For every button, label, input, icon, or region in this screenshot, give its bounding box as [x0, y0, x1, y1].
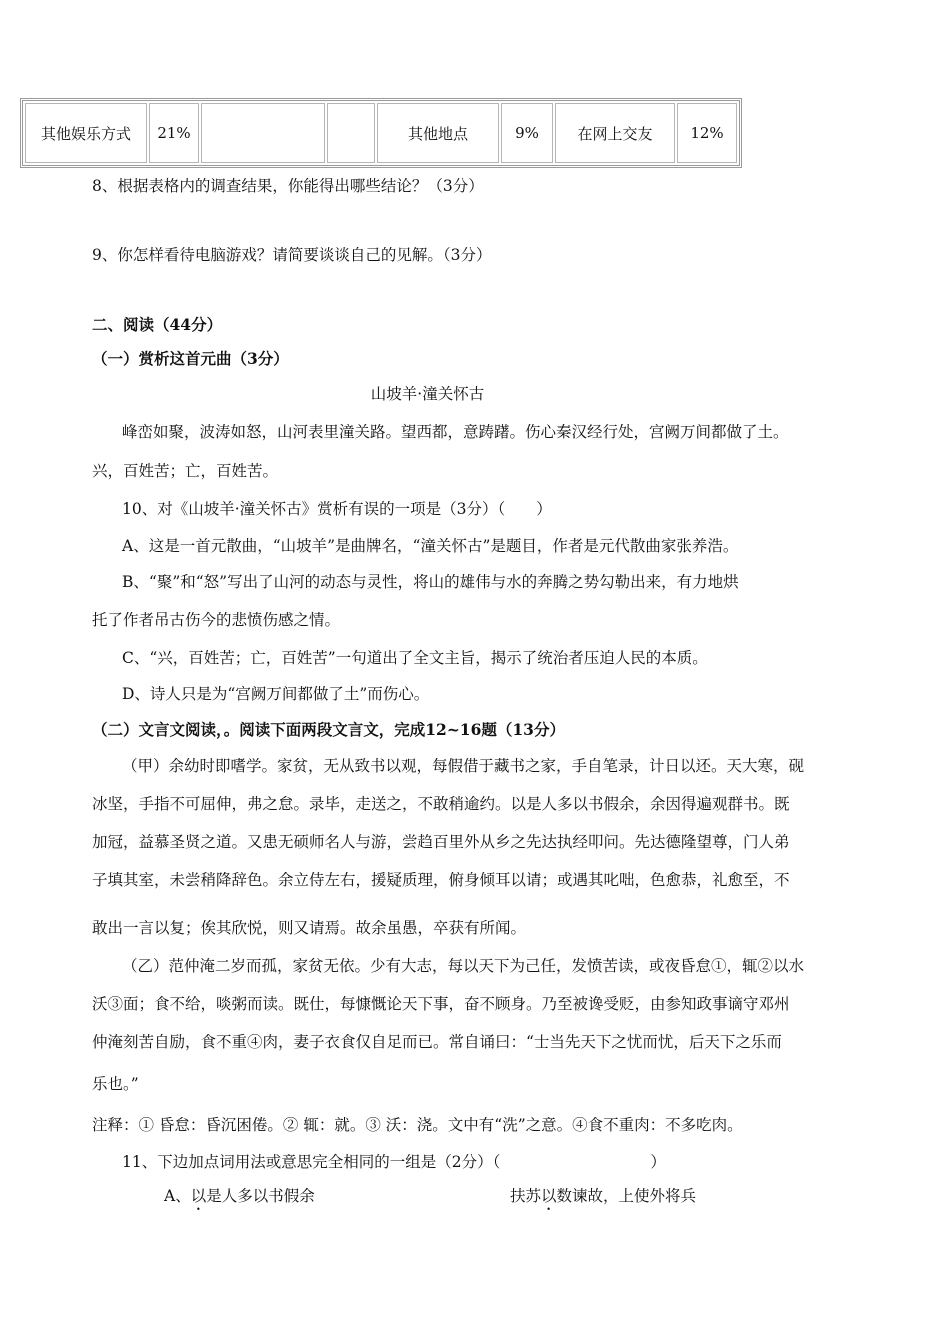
option-a	[164, 1184, 315, 1214]
passage-jia: 加冠，益慕圣贤之道。又患无硕师名人与游，尝趋百里外从乡之先达执经叩问。先达德隆望尊，门人弟	[92, 833, 790, 851]
section-heading: 二、阅读（44分）	[92, 315, 223, 334]
option-b-cont: 托了作者吊古伤今的悲愤伤感之情。	[92, 611, 341, 629]
passage-jia: 敢出一言以复；俟其欣悦，则又请焉。故余虽愚，卒获有所闻。	[92, 919, 527, 937]
option-c: C、“兴，百姓苦；亡，百姓苦”一句道出了全文主旨，揭示了统治者压迫人民的本质。	[122, 649, 708, 667]
dotted-word: 以	[190, 1187, 207, 1205]
table-cell: 9%	[501, 103, 553, 163]
passage-yi: 乐也。”	[92, 1075, 139, 1093]
passage-jia: 子填其室，未尝稍降辞色。余立侍左右，援疑质理，俯身倾耳以请；或遇其叱咄，色愈恭，礼愈至，不	[92, 871, 790, 889]
passage-jia: 冰坚，手指不可屈伸，弗之怠。录毕，走送之，不敢稍逾约。以是人多以书假余，余因得遍观群书。既	[92, 795, 790, 813]
passage-yi: 沃③面；食不给，啖粥而读。既仕，每慷慨论天下事，奋不顾身。乃至被谗受贬，由参知政事谪守邓州	[92, 995, 790, 1013]
table-cell: 21%	[149, 103, 199, 163]
option-a-pair	[510, 1184, 696, 1214]
table-cell: 在网上交友	[555, 103, 675, 163]
option-label: A、	[164, 1187, 191, 1205]
poem-title: 山坡羊·潼关怀古	[370, 385, 485, 403]
table-cell	[201, 103, 325, 163]
poem-line: 兴，百姓苦；亡，百姓苦。	[92, 462, 279, 480]
option-text: 扶苏	[510, 1187, 542, 1205]
table-cell: 12%	[677, 103, 737, 163]
option-b: B、“聚”和“怒”写出了山河的动态与灵性，将山的雄伟与水的奔腾之势勾勒出来，有力地烘	[122, 573, 739, 591]
table-cell: 其他地点	[377, 103, 499, 163]
option-d: D、诗人只是为“宫阙万间都做了土”而伤心。	[122, 685, 430, 703]
table-row	[25, 103, 737, 163]
question-9: 9、你怎样看待电脑游戏？请简要谈谈自己的见解。（3分）	[92, 246, 492, 264]
passage-jia: （甲）余幼时即嗜学。家贫，无从致书以观，每假借于藏书之家，手自笔录，计日以还。天大寒，砚	[122, 757, 805, 775]
passage-yi: 仲淹刻苦自励，食不重④肉，妻子衣食仅自足而已。常自诵曰：“士当先天下之忧而忧，后天下之乐而	[92, 1033, 782, 1051]
subsection-heading: （一）赏析这首元曲（3分）	[92, 349, 289, 368]
option-text: 数谏故，上使外将兵	[556, 1187, 697, 1205]
notes: 注释：① 昏怠：昏沉困倦。② 辄：就。③ 沃：浇。文中有“洗”之意。④食不重肉：不多吃肉。	[92, 1116, 743, 1134]
question-11-close: ）	[650, 1153, 666, 1171]
dotted-word: 以	[541, 1187, 557, 1205]
table-cell	[327, 103, 375, 163]
passage-yi: （乙）范仲淹二岁而孤，家贫无依。少有大志，每以天下为己任，发愤苦读，或夜昏怠①，辄②以水	[122, 957, 805, 975]
option-a: A、这是一首元散曲，“山坡羊”是曲牌名，“潼关怀古”是题目，作者是元代散曲家张养浩。	[122, 537, 739, 555]
table-cell: 其他娱乐方式	[25, 103, 147, 163]
survey-table	[20, 98, 742, 168]
poem-line: 峰峦如聚，波涛如怒，山河表里潼关路。望西都，意踌躇。伤心秦汉经行处，宫阙万间都做了土。	[122, 423, 789, 441]
question-8: 8、根据表格内的调查结果，你能得出哪些结论？（3分）	[92, 177, 484, 195]
option-text: 是人多以书假余	[206, 1187, 315, 1205]
subsection-heading: （二）文言文阅读，。阅读下面两段文言文，完成12~16题（13分）	[92, 720, 565, 739]
question-11	[122, 1150, 666, 1172]
question-11-text: 11、下边加点词用法或意思完全相同的一组是（2分）（	[122, 1153, 501, 1171]
question-10: 10、对《山坡羊·潼关怀古》赏析有误的一项是（3分）（ ）	[122, 500, 552, 518]
